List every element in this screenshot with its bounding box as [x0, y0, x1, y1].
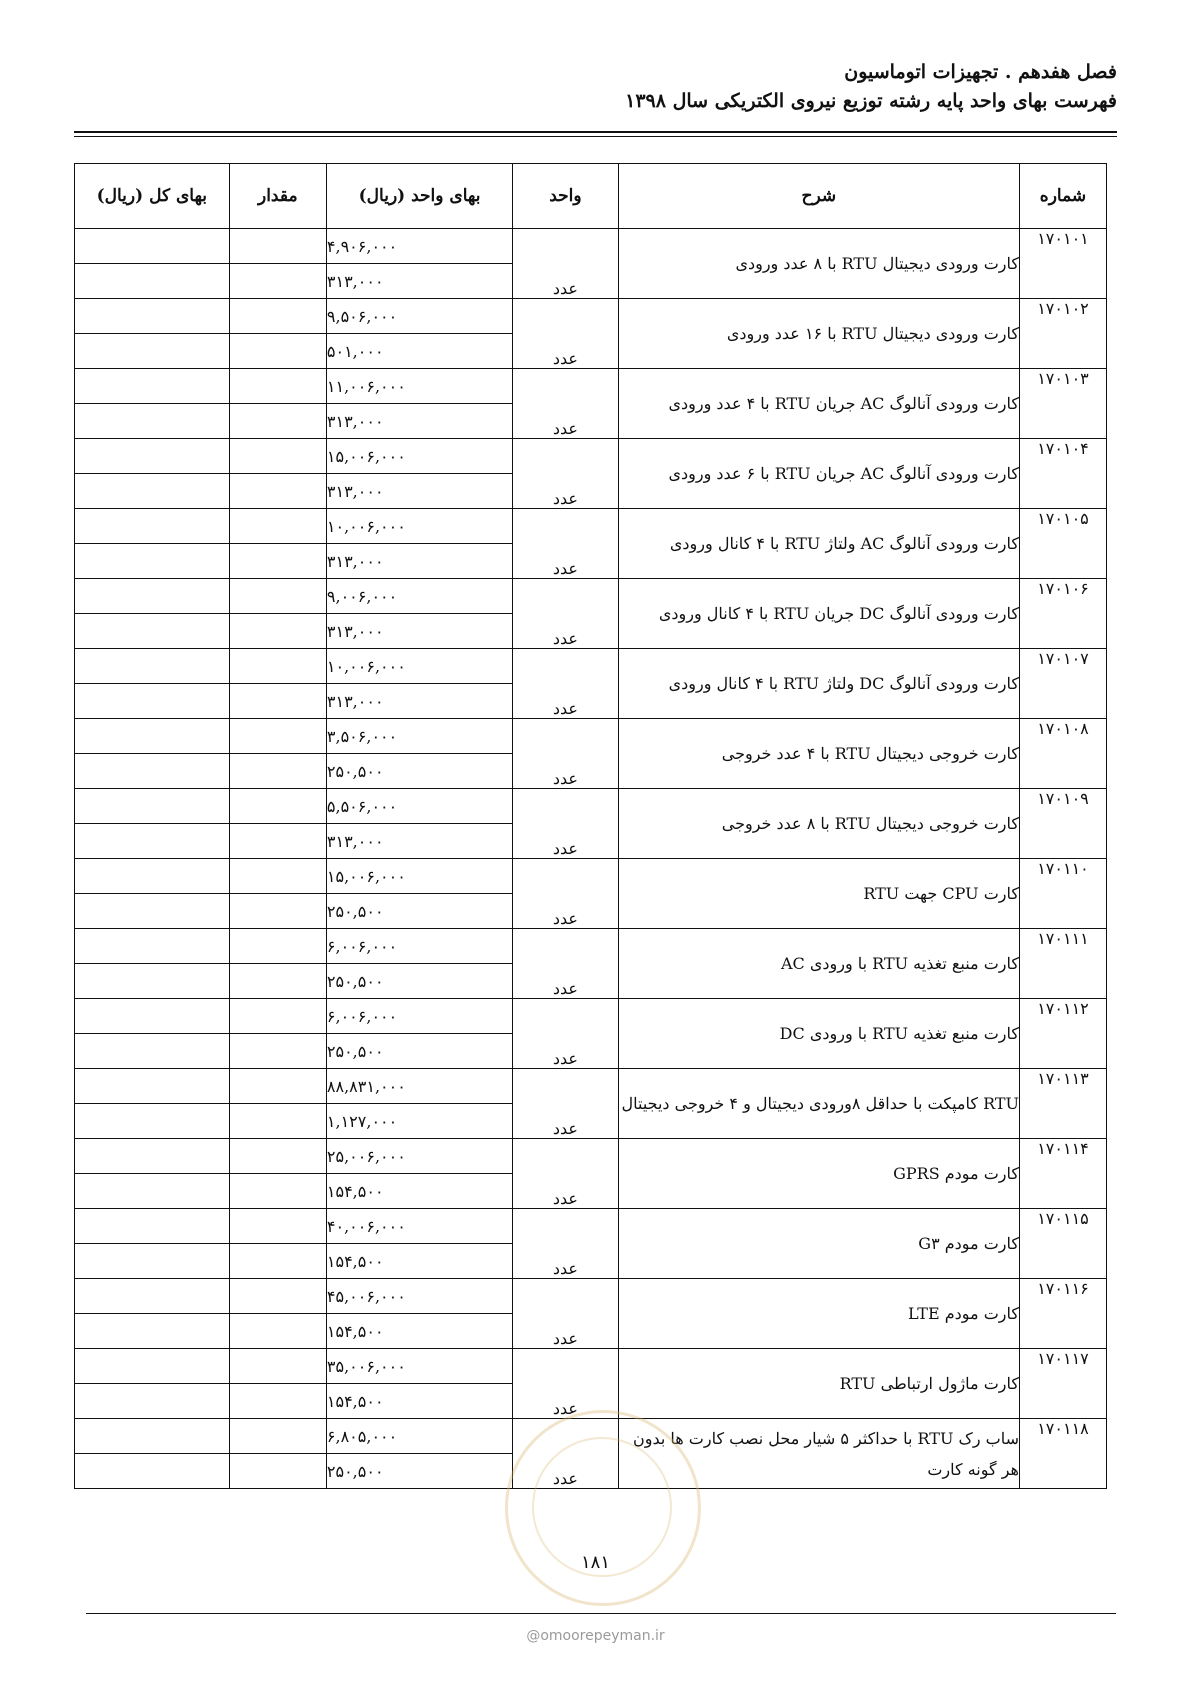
row-unit: عدد — [513, 859, 618, 929]
row-total-price-sub — [75, 264, 230, 299]
table-row — [75, 439, 1107, 474]
row-total-price — [75, 509, 230, 544]
page-header — [625, 58, 1117, 116]
row-quantity — [229, 1349, 326, 1384]
row-unit-price-primary: ۵,۵۰۶,۰۰۰ — [326, 789, 512, 824]
row-number: ۱۷۰۱۱۰ — [1019, 859, 1106, 929]
table-header-row — [75, 164, 1107, 229]
row-unit-price-secondary: ۲۵۰,۵۰۰ — [326, 894, 512, 929]
row-description: کارت ورودی دیجیتال RTU با ۸ عدد ورودی — [618, 229, 1019, 299]
row-total-price-sub — [75, 894, 230, 929]
row-quantity-sub — [229, 894, 326, 929]
row-quantity-sub — [229, 404, 326, 439]
row-description: کارت مودم GPRS — [618, 1139, 1019, 1209]
row-description: ساب رک RTU با حداکثر ۵ شیار محل نصب کارت ها بدون هر گونه کارت — [618, 1419, 1019, 1489]
row-description: کارت خروجی دیجیتال RTU با ۴ عدد خروجی — [618, 719, 1019, 789]
row-unit-price-secondary: ۳۱۳,۰۰۰ — [326, 614, 512, 649]
row-unit-price-primary: ۹,۰۰۶,۰۰۰ — [326, 579, 512, 614]
row-quantity-sub — [229, 684, 326, 719]
row-unit-price-secondary: ۱۵۴,۵۰۰ — [326, 1314, 512, 1349]
row-unit: عدد — [513, 999, 618, 1069]
row-unit-price-secondary: ۱۵۴,۵۰۰ — [326, 1174, 512, 1209]
footer-rule — [86, 1613, 1116, 1614]
row-unit-price-primary: ۶,۸۰۵,۰۰۰ — [326, 1419, 512, 1454]
table-row — [75, 1419, 1107, 1454]
row-unit: عدد — [513, 1069, 618, 1139]
row-unit-price-primary: ۱۱,۰۰۶,۰۰۰ — [326, 369, 512, 404]
row-unit: عدد — [513, 439, 618, 509]
row-quantity-sub — [229, 614, 326, 649]
row-description: کارت ورودی دیجیتال RTU با ۱۶ عدد ورودی — [618, 299, 1019, 369]
row-total-price-sub — [75, 474, 230, 509]
table-row — [75, 1279, 1107, 1314]
row-quantity — [229, 369, 326, 404]
row-total-price-sub — [75, 1104, 230, 1139]
row-unit-price-primary: ۱۵,۰۰۶,۰۰۰ — [326, 439, 512, 474]
row-number: ۱۷۰۱۰۵ — [1019, 509, 1106, 579]
row-quantity-sub — [229, 754, 326, 789]
row-total-price — [75, 579, 230, 614]
row-total-price-sub — [75, 1034, 230, 1069]
row-unit: عدد — [513, 369, 618, 439]
row-unit: عدد — [513, 1349, 618, 1419]
row-unit: عدد — [513, 1419, 618, 1489]
row-total-price — [75, 229, 230, 264]
table-row — [75, 1139, 1107, 1174]
row-quantity — [229, 649, 326, 684]
row-total-price-sub — [75, 1384, 230, 1419]
row-description: کارت منبع تغذیه RTU با ورودی DC — [618, 999, 1019, 1069]
row-quantity — [229, 509, 326, 544]
table-row — [75, 299, 1107, 334]
row-unit-price-secondary: ۲۵۰,۵۰۰ — [326, 1454, 512, 1489]
row-unit-price-secondary: ۳۱۳,۰۰۰ — [326, 474, 512, 509]
row-number: ۱۷۰۱۰۹ — [1019, 789, 1106, 859]
table-row — [75, 719, 1107, 754]
row-unit: عدد — [513, 509, 618, 579]
table-row — [75, 789, 1107, 824]
row-total-price — [75, 999, 230, 1034]
row-description: کارت ورودی آنالوگ AC جریان RTU با ۶ عدد ورودی — [618, 439, 1019, 509]
row-description: کارت منبع تغذیه RTU با ورودی AC — [618, 929, 1019, 999]
table-row — [75, 369, 1107, 404]
row-quantity-sub — [229, 1454, 326, 1489]
row-quantity — [229, 1209, 326, 1244]
row-unit-price-primary: ۳,۵۰۶,۰۰۰ — [326, 719, 512, 754]
column-header-description: شرح — [618, 164, 1019, 229]
price-table — [74, 163, 1107, 1489]
page-number: ۱۸۱ — [580, 1552, 610, 1573]
row-number: ۱۷۰۱۰۱ — [1019, 229, 1106, 299]
row-quantity-sub — [229, 334, 326, 369]
table-row — [75, 509, 1107, 544]
row-total-price-sub — [75, 684, 230, 719]
row-unit: عدد — [513, 789, 618, 859]
row-unit: عدد — [513, 579, 618, 649]
row-quantity-sub — [229, 264, 326, 299]
row-unit-price-secondary: ۳۱۳,۰۰۰ — [326, 404, 512, 439]
row-unit: عدد — [513, 1139, 618, 1209]
row-unit: عدد — [513, 929, 618, 999]
row-total-price — [75, 1139, 230, 1174]
row-total-price — [75, 719, 230, 754]
row-quantity — [229, 299, 326, 334]
row-total-price-sub — [75, 1314, 230, 1349]
row-number: ۱۷۰۱۰۷ — [1019, 649, 1106, 719]
row-quantity — [229, 859, 326, 894]
row-unit-price-secondary: ۳۱۳,۰۰۰ — [326, 544, 512, 579]
document-subtitle: فهرست بهای واحد پایه رشته توزیع نیروی الکتریکی سال ۱۳۹۸ — [625, 90, 1117, 112]
row-description: کارت ورودی آنالوگ DC جریان RTU با ۴ کانال ورودی — [618, 579, 1019, 649]
row-unit: عدد — [513, 719, 618, 789]
row-unit-price-secondary: ۳۱۳,۰۰۰ — [326, 264, 512, 299]
row-total-price-sub — [75, 964, 230, 999]
row-number: ۱۷۰۱۱۳ — [1019, 1069, 1106, 1139]
row-quantity — [229, 1139, 326, 1174]
row-total-price — [75, 439, 230, 474]
table-row — [75, 1209, 1107, 1244]
row-total-price — [75, 1069, 230, 1104]
row-total-price — [75, 929, 230, 964]
row-quantity-sub — [229, 1034, 326, 1069]
row-description: کارت مودم LTE — [618, 1279, 1019, 1349]
chapter-title: فصل هفدهم . تجهیزات اتوماسیون — [844, 61, 1117, 83]
row-number: ۱۷۰۱۰۳ — [1019, 369, 1106, 439]
row-quantity — [229, 229, 326, 264]
row-quantity-sub — [229, 1174, 326, 1209]
row-unit-price-secondary: ۱۵۴,۵۰۰ — [326, 1384, 512, 1419]
row-unit-price-secondary: ۲۵۰,۵۰۰ — [326, 1034, 512, 1069]
row-quantity-sub — [229, 1104, 326, 1139]
row-total-price — [75, 1209, 230, 1244]
row-unit-price-secondary: ۳۱۳,۰۰۰ — [326, 824, 512, 859]
row-number: ۱۷۰۱۰۲ — [1019, 299, 1106, 369]
row-description: RTU کامپکت با حداقل ۸ورودی دیجیتال و ۴ خروجی دیجیتال — [618, 1069, 1019, 1139]
row-description: کارت ورودی آنالوگ AC ولتاژ RTU با ۴ کانال ورودی — [618, 509, 1019, 579]
table-row — [75, 229, 1107, 264]
table-row — [75, 999, 1107, 1034]
table-row — [75, 859, 1107, 894]
row-unit-price-secondary: ۲۵۰,۵۰۰ — [326, 964, 512, 999]
column-header-total-price: بهای کل (ریال) — [75, 164, 230, 229]
website-watermark: @omoorepeyman.ir — [526, 1628, 665, 1644]
row-total-price — [75, 299, 230, 334]
row-unit-price-primary: ۶,۰۰۶,۰۰۰ — [326, 999, 512, 1034]
table-row — [75, 649, 1107, 684]
row-number: ۱۷۰۱۱۴ — [1019, 1139, 1106, 1209]
row-number: ۱۷۰۱۰۸ — [1019, 719, 1106, 789]
table-row — [75, 579, 1107, 614]
column-header-unit-price: بهای واحد (ریال) — [326, 164, 512, 229]
column-header-unit: واحد — [513, 164, 618, 229]
row-unit-price-primary: ۳۵,۰۰۶,۰۰۰ — [326, 1349, 512, 1384]
row-total-price — [75, 369, 230, 404]
row-unit-price-primary: ۴۵,۰۰۶,۰۰۰ — [326, 1279, 512, 1314]
row-total-price — [75, 1419, 230, 1454]
row-description: کارت ورودی آنالوگ DC ولتاژ RTU با ۴ کانال ورودی — [618, 649, 1019, 719]
row-quantity — [229, 719, 326, 754]
table-row — [75, 1349, 1107, 1384]
row-unit-price-secondary: ۳۱۳,۰۰۰ — [326, 684, 512, 719]
row-unit-price-primary: ۲۵,۰۰۶,۰۰۰ — [326, 1139, 512, 1174]
row-quantity-sub — [229, 474, 326, 509]
row-unit-price-primary: ۶,۰۰۶,۰۰۰ — [326, 929, 512, 964]
row-quantity — [229, 439, 326, 474]
row-total-price-sub — [75, 1454, 230, 1489]
row-quantity-sub — [229, 1314, 326, 1349]
row-total-price-sub — [75, 1244, 230, 1279]
row-unit-price-primary: ۱۰,۰۰۶,۰۰۰ — [326, 509, 512, 544]
row-unit-price-secondary: ۱۵۴,۵۰۰ — [326, 1244, 512, 1279]
row-unit-price-primary: ۱۰,۰۰۶,۰۰۰ — [326, 649, 512, 684]
table-body — [75, 229, 1107, 1489]
row-number: ۱۷۰۱۰۶ — [1019, 579, 1106, 649]
row-number: ۱۷۰۱۱۶ — [1019, 1279, 1106, 1349]
row-quantity — [229, 1419, 326, 1454]
row-unit-price-secondary: ۵۰۱,۰۰۰ — [326, 334, 512, 369]
header-rule-thick — [74, 131, 1117, 133]
row-quantity-sub — [229, 1384, 326, 1419]
header-rule-thin — [74, 136, 1117, 137]
table-row — [75, 1069, 1107, 1104]
row-quantity — [229, 1279, 326, 1314]
row-total-price-sub — [75, 754, 230, 789]
row-description: کارت CPU جهت RTU — [618, 859, 1019, 929]
row-total-price — [75, 1349, 230, 1384]
row-quantity-sub — [229, 964, 326, 999]
row-number: ۱۷۰۱۰۴ — [1019, 439, 1106, 509]
row-quantity-sub — [229, 544, 326, 579]
row-quantity — [229, 929, 326, 964]
row-total-price-sub — [75, 404, 230, 439]
row-unit: عدد — [513, 649, 618, 719]
row-total-price-sub — [75, 824, 230, 859]
row-total-price-sub — [75, 614, 230, 649]
row-quantity-sub — [229, 824, 326, 859]
row-quantity — [229, 579, 326, 614]
row-number: ۱۷۰۱۱۱ — [1019, 929, 1106, 999]
row-total-price — [75, 789, 230, 824]
row-description: کارت مودم G۳ — [618, 1209, 1019, 1279]
row-quantity — [229, 999, 326, 1034]
row-number: ۱۷۰۱۱۲ — [1019, 999, 1106, 1069]
row-description: کارت ورودی آنالوگ AC جریان RTU با ۴ عدد ورودی — [618, 369, 1019, 439]
row-total-price-sub — [75, 334, 230, 369]
row-unit: عدد — [513, 299, 618, 369]
row-unit-price-primary: ۹,۵۰۶,۰۰۰ — [326, 299, 512, 334]
column-header-quantity: مقدار — [229, 164, 326, 229]
row-unit-price-primary: ۴,۹۰۶,۰۰۰ — [326, 229, 512, 264]
row-unit-price-primary: ۴۰,۰۰۶,۰۰۰ — [326, 1209, 512, 1244]
row-quantity — [229, 1069, 326, 1104]
row-quantity — [229, 789, 326, 824]
row-total-price — [75, 649, 230, 684]
row-total-price — [75, 859, 230, 894]
row-unit-price-primary: ۱۵,۰۰۶,۰۰۰ — [326, 859, 512, 894]
column-header-number: شماره — [1019, 164, 1106, 229]
row-quantity-sub — [229, 1244, 326, 1279]
row-unit: عدد — [513, 229, 618, 299]
row-unit: عدد — [513, 1279, 618, 1349]
row-number: ۱۷۰۱۱۷ — [1019, 1349, 1106, 1419]
row-total-price — [75, 1279, 230, 1314]
row-description: کارت خروجی دیجیتال RTU با ۸ عدد خروجی — [618, 789, 1019, 859]
table-row — [75, 929, 1107, 964]
row-number: ۱۷۰۱۱۵ — [1019, 1209, 1106, 1279]
row-unit-price-secondary: ۱,۱۲۷,۰۰۰ — [326, 1104, 512, 1139]
row-unit: عدد — [513, 1209, 618, 1279]
row-unit-price-primary: ۸۸,۸۳۱,۰۰۰ — [326, 1069, 512, 1104]
row-unit-price-secondary: ۲۵۰,۵۰۰ — [326, 754, 512, 789]
row-number: ۱۷۰۱۱۸ — [1019, 1419, 1106, 1489]
row-total-price-sub — [75, 544, 230, 579]
row-total-price-sub — [75, 1174, 230, 1209]
row-description: کارت ماژول ارتباطی RTU — [618, 1349, 1019, 1419]
